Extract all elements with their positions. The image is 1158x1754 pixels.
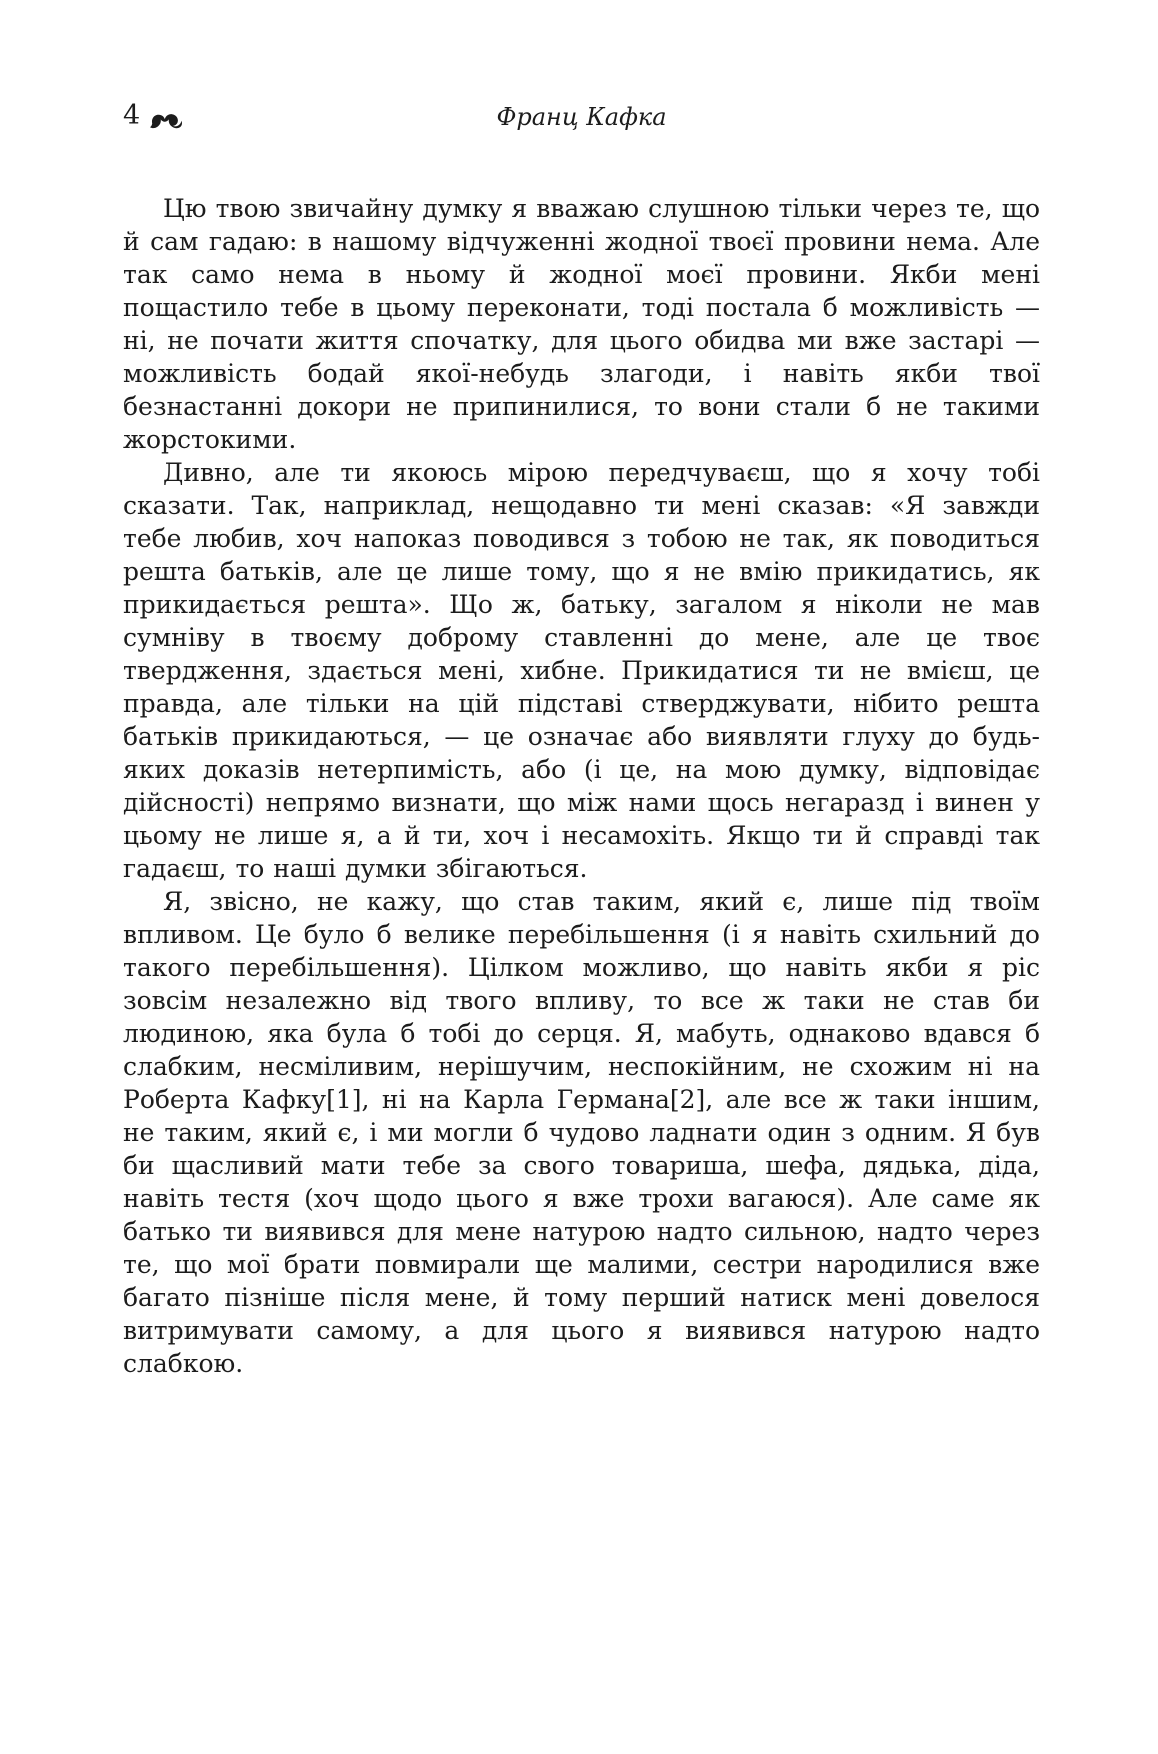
paragraph-3: Я, звісно, не кажу, що став таким, який є, лише під твоїм впливом. Це було б велике перебільшення (і я навіть схильний до такого перебільшення). Цілком можливо, що навіть якби я ріс зовсім незалежно від твого впливу, то все ж таки не став би людиною, яка була б тобі до серця. Я, мабуть, однаково вдався б слабким, несміливим, нерішучим, неспокійним, не схожим ні на Роберта Кафку[1], ні на Карла Германа[2], але все ж таки іншим, не таким, який є, і ми могли б чудово ладнати один з одним. Я був би щасливий мати тебе за свого товариша, шефа, дядька, діда, навіть тестя (хоч щодо цього я вже трохи вагаюся). Але саме як батько ти виявився для мене натурою надто сильною, надто через те, що мої брати повмирали ще малими, сестри народилися вже багато пізніше після мене, й тому перший натиск мені довелося витримувати самому, а для цього я виявився натурою надто слабкою. [123, 887, 1040, 1378]
running-head: Франц Кафка [496, 103, 667, 131]
paragraph-2: Дивно, але ти якоюсь мірою передчуваєш, що я хочу тобі сказати. Так, наприклад, нещодавно ти мені сказав: «Я завжди тебе любив, хоч напоказ поводився з тобою не так, як поводиться решта батьків, але це лише тому, що я не вмію прикидатись, як прикидається решта». Що ж, батьку, загалом я ніколи не мав сумніву в твоєму доброму ставленні до мене, але це твоє твердження, здається мені, хибне. Прикидатися ти не вмієш, це правда, але тільки на цій підставі стверджувати, нібито решта батьків прикидаються, — це означає або виявляти глуху до будь-яких доказів нетерпимість, або (і це, на мою думку, відповідає дійсності) непрямо визнати, що між нами щось негаразд і винен у цьому не лише я, а й ти, хоч і несамохіть. Якщо ти й справді так гадаєш, то наші думки збігаються. [123, 458, 1040, 883]
page-body [123, 192, 1040, 1380]
book-page [0, 100, 1158, 1754]
page-number: 4 [123, 100, 141, 131]
running-header [123, 100, 1040, 140]
paragraph-1: Цю твою звичайну думку я вважаю слушною тільки через те, що й сам гадаю: в нашому відчуженні жодної твоєї провини нема. Але так само нема в ньому й жодної моєї провини. Якби мені пощастило тебе в цьому переконати, тоді постала б можливість — ні, не почати життя спочатку, для цього обидва ми вже застарі — можливість бодай якої-небудь злагоди, і навіть якби твої безнастанні докори не припинилися, то вони стали б не такими жорстокими. [123, 194, 1040, 454]
